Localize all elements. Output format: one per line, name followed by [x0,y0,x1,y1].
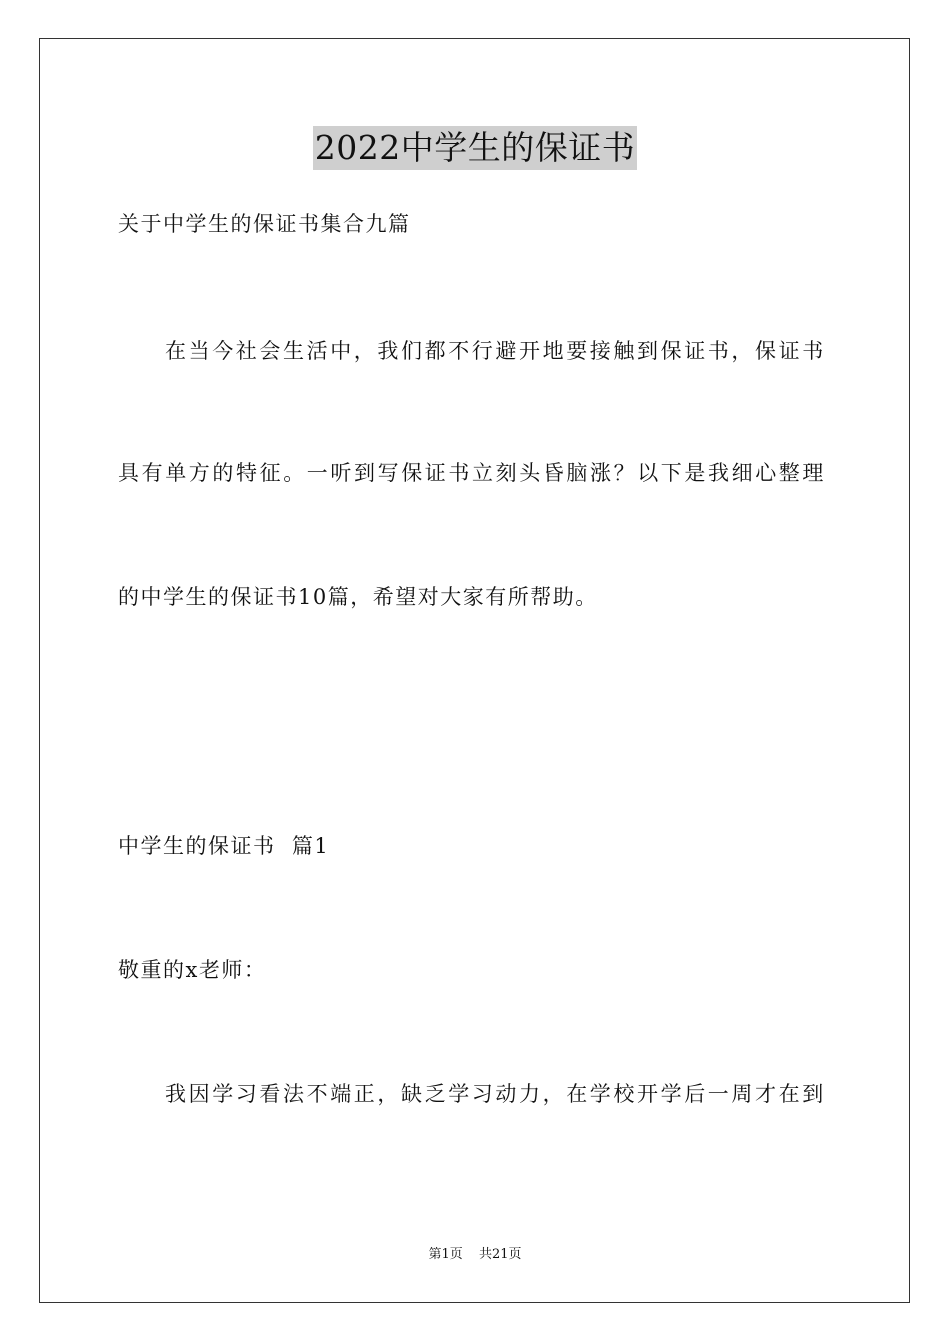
page-number-current: 第1页 [428,1247,463,1262]
title-container [0,126,950,170]
intro-line-2: 具有单方的特征。一听到写保证书立刻头昏脑涨？以下是我细心整理 [118,461,826,485]
intro-line-1: 在当今社会生活中，我们都不行避开地要接触到保证书，保证书 [165,339,826,363]
section-heading: 中学生的保证书 篇1 [118,834,330,858]
salutation: 敬重的x老师： [118,958,267,982]
body-line-1: 我因学习看法不端正，缺乏学习动力，在学校开学后一周才在到 [165,1082,826,1106]
intro-line-3: 的中学生的保证书10篇，希望对大家有所帮助。 [118,585,598,609]
page-number-total: 共21页 [478,1247,522,1262]
document-title: 2022中学生的保证书 [313,126,637,170]
document-subtitle: 关于中学生的保证书集合九篇 [118,212,411,236]
page-footer [0,1246,950,1264]
